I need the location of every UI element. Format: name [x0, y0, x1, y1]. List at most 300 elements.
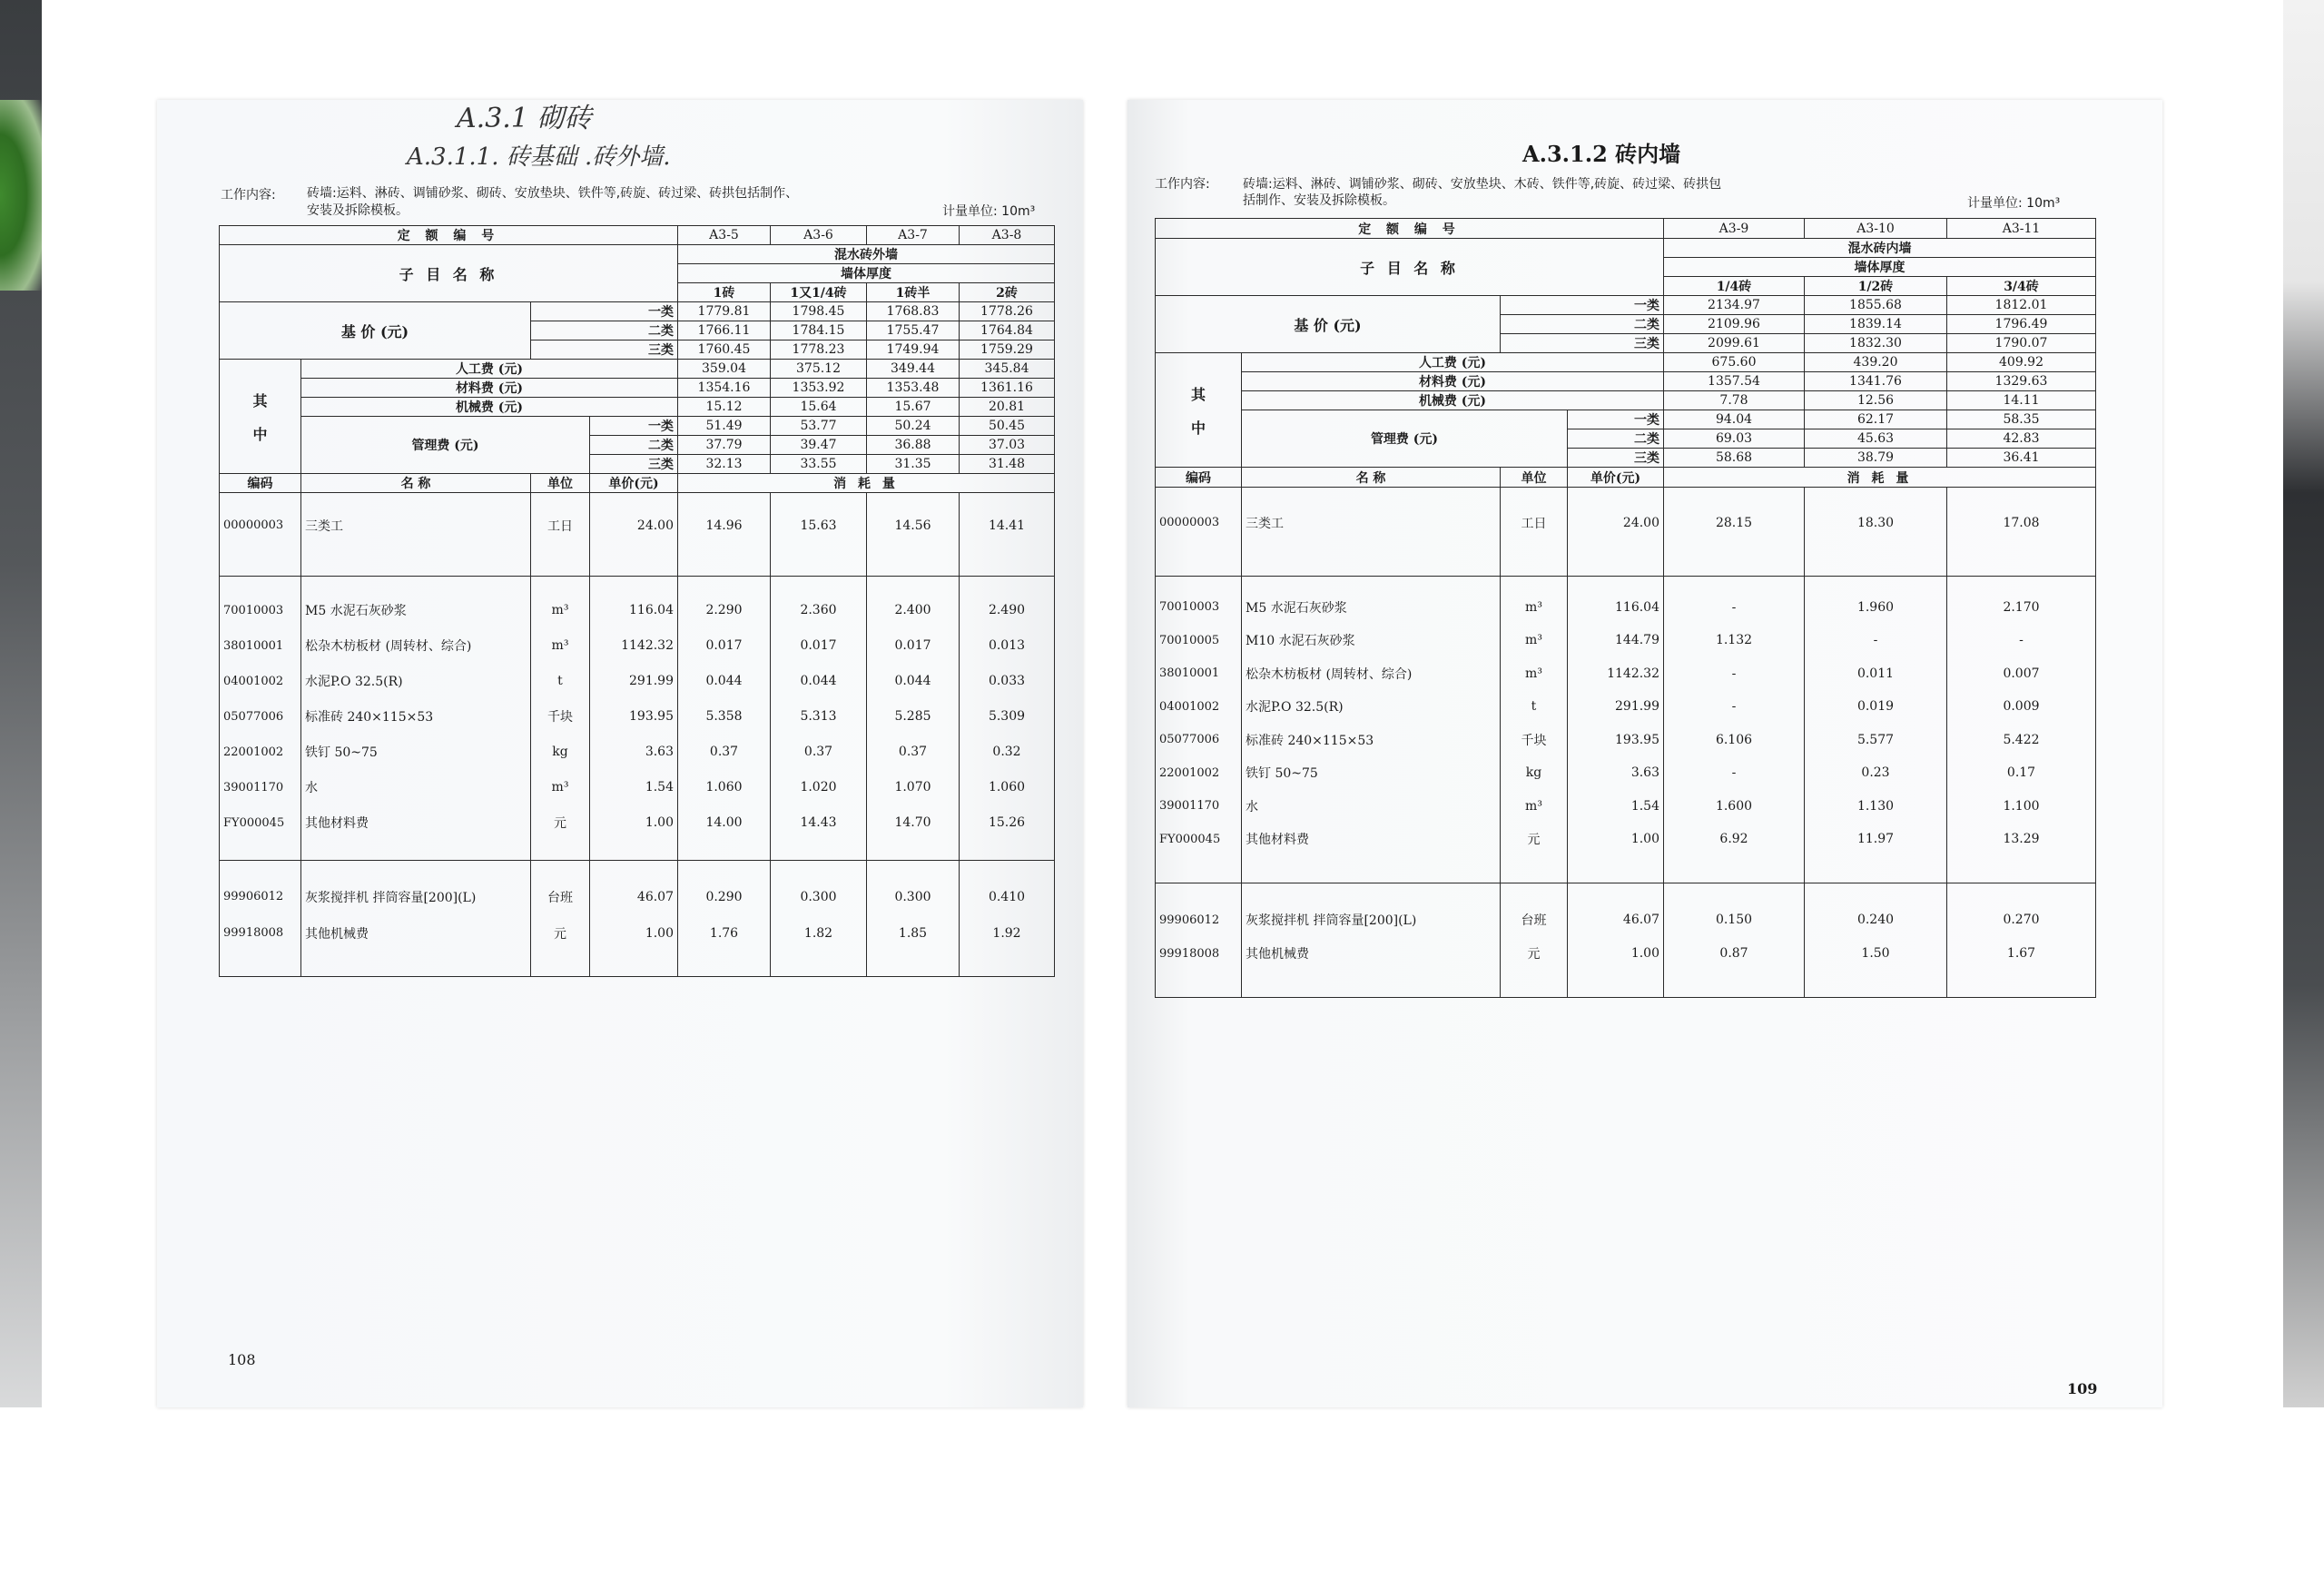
spacer-cell: [1242, 538, 1501, 577]
item-name: 松杂木枋板材 (周转材、综合): [1242, 657, 1501, 691]
management-fee-value: 50.45: [960, 417, 1055, 436]
table-row: [220, 398, 1055, 417]
material-fee-value: 1357.54: [1664, 372, 1805, 391]
spacer-cell: [1947, 856, 2096, 883]
item-unit: t: [531, 664, 590, 699]
consumption-value: 14.41: [960, 511, 1055, 540]
machine-fee-value: 7.78: [1664, 391, 1805, 410]
item-unit: 千块: [531, 699, 590, 735]
spacer-cell: [590, 577, 678, 593]
item-unit: 工日: [531, 511, 590, 540]
spacer-cell: [1664, 971, 1805, 998]
unit-header: 单位: [1501, 468, 1568, 488]
item-code: 05077006: [1156, 724, 1242, 757]
item-code: 04001002: [220, 664, 301, 699]
item-code: FY000045: [220, 805, 301, 841]
work-content-line-1: 砖墙:运料、淋砖、调铺砂浆、砌砖、安放垫块、铁件等,砖旋、砖过梁、砖拱包括制作、: [307, 186, 799, 201]
consumption-value: 18.30: [1805, 508, 1947, 538]
item-code: 05077006: [220, 699, 301, 735]
consumption-value: 5.313: [771, 699, 867, 735]
item-name: 水泥P.O 32.5(R): [301, 664, 531, 699]
spacer-cell: [960, 540, 1055, 577]
table-row: [1156, 538, 2096, 577]
table-row: [220, 664, 1055, 699]
item-unit-price: 1142.32: [590, 628, 678, 664]
spacer-cell: [301, 577, 531, 593]
consumption-value: 2.400: [867, 593, 960, 628]
item-unit-price: 3.63: [590, 735, 678, 770]
consumption-value: 0.17: [1947, 756, 2096, 790]
plant-leaf: [0, 100, 42, 291]
spacer-cell: [1156, 971, 1242, 998]
class-label: 一类: [1501, 296, 1664, 315]
table-row: [1156, 219, 2096, 239]
table-row: [220, 474, 1055, 493]
consumption-value: -: [1664, 591, 1805, 625]
machine-fee-value: 15.67: [867, 398, 960, 417]
quota-number-header: 定 额 编 号: [220, 226, 678, 245]
base-price-value: 1749.94: [867, 340, 960, 360]
spacer-cell: [220, 861, 301, 879]
name-header: 名 称: [1242, 468, 1501, 488]
class-label: 三类: [1568, 449, 1664, 468]
consumption-value: 0.017: [867, 628, 960, 664]
management-fee-value: 42.83: [1947, 429, 2096, 449]
consumption-value: 0.23: [1805, 756, 1947, 790]
code-header: 编码: [220, 474, 301, 493]
spacer-cell: [1947, 883, 2096, 903]
consumption-value: 0.017: [771, 628, 867, 664]
measure-unit: 计量单位: 10m³: [942, 204, 1036, 219]
base-price-value: 1778.23: [771, 340, 867, 360]
spacer-cell: [1242, 971, 1501, 998]
base-price-value: 1798.45: [771, 302, 867, 321]
spacer-cell: [1156, 538, 1242, 577]
consumption-value: 6.106: [1664, 724, 1805, 757]
consumption-header: 消 耗 量: [678, 474, 1055, 493]
table-row: [220, 493, 1055, 511]
work-content-line-1: 砖墙:运料、淋砖、调铺砂浆、砌砖、安放垫块、木砖、铁件等,砖旋、砖过梁、砖拱包: [1243, 177, 1722, 192]
consumption-value: 0.017: [678, 628, 771, 664]
material-fee-value: 1353.92: [771, 379, 867, 398]
wall-group-header: 混水砖内墙: [1664, 239, 2096, 258]
class-label: 二类: [531, 321, 678, 340]
spacer-cell: [1805, 488, 1947, 508]
material-fee-label: 材料费 (元): [1242, 372, 1664, 391]
management-fee-value: 36.88: [867, 436, 960, 455]
management-fee-value: 31.35: [867, 455, 960, 474]
management-fee-value: 58.35: [1947, 410, 2096, 429]
table-row: [1156, 756, 2096, 790]
item-unit: 元: [531, 805, 590, 841]
item-code: 70010003: [220, 593, 301, 628]
consumption-value: 13.29: [1947, 823, 2096, 856]
class-label: 一类: [590, 417, 678, 436]
item-name: 三类工: [1242, 508, 1501, 538]
spacer-cell: [1501, 883, 1568, 903]
item-name: 三类工: [301, 511, 531, 540]
consumption-value: 11.97: [1805, 823, 1947, 856]
table-row: [220, 360, 1055, 379]
class-label: 三类: [1501, 334, 1664, 353]
item-name: 水: [301, 770, 531, 805]
class-label: 二类: [1568, 429, 1664, 449]
spacer-cell: [867, 952, 960, 977]
consumption-value: 0.300: [771, 879, 867, 915]
spacer-cell: [1568, 577, 1664, 591]
machine-fee-value: 20.81: [960, 398, 1055, 417]
base-price-label: 基 价 (元): [1156, 296, 1501, 353]
spacer-cell: [1568, 488, 1664, 508]
item-unit: 千块: [1501, 724, 1568, 757]
code-header: 编码: [1156, 468, 1242, 488]
consumption-value: 2.360: [771, 593, 867, 628]
spacer-cell: [1501, 488, 1568, 508]
table-row: [220, 841, 1055, 861]
spacer-cell: [867, 577, 960, 593]
consumption-value: 1.020: [771, 770, 867, 805]
table-row: [220, 511, 1055, 540]
spacer-cell: [1947, 971, 2096, 998]
item-name-header: 子 目 名 称: [1156, 239, 1664, 296]
consumption-value: 1.060: [678, 770, 771, 805]
quota-code: A3-8: [960, 226, 1055, 245]
spacer-cell: [960, 952, 1055, 977]
class-label: 三类: [590, 455, 678, 474]
measure-unit: 计量单位: 10m³: [1967, 196, 2061, 211]
consumption-value: 0.011: [1805, 657, 1947, 691]
item-code: 22001002: [220, 735, 301, 770]
spacer-cell: [960, 493, 1055, 511]
thickness-label: 3/4砖: [1947, 277, 2096, 296]
item-code: 22001002: [1156, 756, 1242, 790]
base-price-value: 1832.30: [1805, 334, 1947, 353]
table-row: [1156, 823, 2096, 856]
spacer-cell: [531, 841, 590, 861]
spacer-cell: [1947, 538, 2096, 577]
base-price-value: 1768.83: [867, 302, 960, 321]
item-name: 铁钉 50~75: [1242, 756, 1501, 790]
item-unit: kg: [531, 735, 590, 770]
quota-number-header: 定 额 编 号: [1156, 219, 1664, 239]
spacer-cell: [1664, 856, 1805, 883]
base-price-value: 1778.26: [960, 302, 1055, 321]
desk-background-right: [2283, 0, 2324, 1407]
spacer-cell: [771, 952, 867, 977]
item-unit-price: 24.00: [590, 511, 678, 540]
item-unit-price: 1.00: [590, 805, 678, 841]
of-which-label: [220, 360, 301, 474]
item-name: 其他机械费: [1242, 937, 1501, 971]
item-name: M5 水泥石灰砂浆: [301, 593, 531, 628]
item-unit: 台班: [531, 879, 590, 915]
spacer-cell: [1805, 577, 1947, 591]
table-row: [1156, 624, 2096, 657]
item-name: M5 水泥石灰砂浆: [1242, 591, 1501, 625]
item-unit: m³: [1501, 657, 1568, 691]
item-unit: 台班: [1501, 903, 1568, 937]
table-row: [1156, 488, 2096, 508]
table-row: [1156, 883, 2096, 903]
item-code: 99918008: [1156, 937, 1242, 971]
consumption-value: 0.240: [1805, 903, 1947, 937]
spacer-cell: [1947, 488, 2096, 508]
spacer-cell: [1947, 577, 2096, 591]
management-fee-value: 58.68: [1664, 449, 1805, 468]
management-fee-value: 50.24: [867, 417, 960, 436]
quota-code: A3-7: [867, 226, 960, 245]
labor-fee-value: 675.60: [1664, 353, 1805, 372]
item-unit: m³: [1501, 624, 1568, 657]
spacer-cell: [1664, 538, 1805, 577]
spacer-cell: [301, 841, 531, 861]
spacer-cell: [678, 540, 771, 577]
base-price-value: 1790.07: [1947, 334, 2096, 353]
machine-fee-value: 14.11: [1947, 391, 2096, 410]
consumption-value: 2.290: [678, 593, 771, 628]
item-unit: m³: [531, 770, 590, 805]
labor-fee-value: 375.12: [771, 360, 867, 379]
item-code: 00000003: [220, 511, 301, 540]
item-unit: 元: [1501, 823, 1568, 856]
table-row: [1156, 690, 2096, 724]
item-code: 99918008: [220, 915, 301, 952]
consumption-value: 14.96: [678, 511, 771, 540]
spacer-cell: [590, 952, 678, 977]
consumption-value: 0.013: [960, 628, 1055, 664]
machine-fee-value: 15.12: [678, 398, 771, 417]
spacer-cell: [678, 861, 771, 879]
management-fee-value: 94.04: [1664, 410, 1805, 429]
table-row: [1156, 724, 2096, 757]
consumption-value: -: [1664, 756, 1805, 790]
management-fee-value: 31.48: [960, 455, 1055, 474]
of-which-char-2: 中: [1190, 419, 1206, 437]
consumption-value: -: [1664, 690, 1805, 724]
consumption-value: 0.37: [771, 735, 867, 770]
spacer-cell: [301, 540, 531, 577]
spacer-cell: [1501, 856, 1568, 883]
spacer-cell: [960, 841, 1055, 861]
spacer-cell: [960, 577, 1055, 593]
item-unit: kg: [1501, 756, 1568, 790]
item-code: 70010003: [1156, 591, 1242, 625]
machine-fee-label: 机械费 (元): [301, 398, 678, 417]
machine-fee-value: 12.56: [1805, 391, 1947, 410]
labor-fee-label: 人工费 (元): [301, 360, 678, 379]
unit-price-header: 单价(元): [590, 474, 678, 493]
table-row: [220, 593, 1055, 628]
management-fee-label: 管理费 (元): [301, 417, 590, 474]
spacer-cell: [531, 952, 590, 977]
spacer-cell: [1568, 883, 1664, 903]
consumption-value: 1.50: [1805, 937, 1947, 971]
spacer-cell: [771, 861, 867, 879]
table-row: [220, 805, 1055, 841]
labor-fee-value: 409.92: [1947, 353, 2096, 372]
item-code: 04001002: [1156, 690, 1242, 724]
table-row: [220, 226, 1055, 245]
labor-fee-value: 439.20: [1805, 353, 1947, 372]
consumption-value: 0.150: [1664, 903, 1805, 937]
spacer-cell: [678, 493, 771, 511]
page-number: 109: [2067, 1380, 2098, 1397]
labor-fee-label: 人工费 (元): [1242, 353, 1664, 372]
consumption-value: 0.32: [960, 735, 1055, 770]
item-name: 标准砖 240×115×53: [1242, 724, 1501, 757]
thickness-label: 1又1/4砖: [771, 283, 867, 302]
consumption-value: 0.270: [1947, 903, 2096, 937]
spacer-cell: [960, 861, 1055, 879]
quota-table: [1155, 218, 2096, 998]
thickness-label: 1/2砖: [1805, 277, 1947, 296]
wall-group-header: 混水砖外墙: [678, 245, 1055, 264]
table-row: [1156, 971, 2096, 998]
quota-table: [219, 225, 1055, 977]
labor-fee-value: 349.44: [867, 360, 960, 379]
item-name: 灰浆搅拌机 拌筒容量[200](L): [1242, 903, 1501, 937]
material-fee-label: 材料费 (元): [301, 379, 678, 398]
table-row: [220, 417, 1055, 436]
work-content-line-2: 括制作、安装及拆除模板。: [1243, 193, 1395, 208]
consumption-value: 0.37: [867, 735, 960, 770]
table-row: [1156, 790, 2096, 824]
consumption-value: 0.007: [1947, 657, 2096, 691]
spacer-cell: [1664, 577, 1805, 591]
management-fee-value: 69.03: [1664, 429, 1805, 449]
item-name-header: 子 目 名 称: [220, 245, 678, 302]
spacer-cell: [301, 952, 531, 977]
base-price-value: 1766.11: [678, 321, 771, 340]
item-code: 00000003: [1156, 508, 1242, 538]
consumption-value: 1.600: [1664, 790, 1805, 824]
spacer-cell: [590, 841, 678, 861]
table-row: [1156, 353, 2096, 372]
item-name: 灰浆搅拌机 拌筒容量[200](L): [301, 879, 531, 915]
table-row: [1156, 372, 2096, 391]
base-price-value: 2099.61: [1664, 334, 1805, 353]
table-row: [1156, 577, 2096, 591]
consumption-value: 5.358: [678, 699, 771, 735]
consumption-value: 5.577: [1805, 724, 1947, 757]
table-row: [220, 245, 1055, 264]
table-row: [220, 879, 1055, 915]
of-which-char-2: 中: [252, 425, 268, 443]
consumption-value: 0.290: [678, 879, 771, 915]
item-name: M10 水泥石灰砂浆: [1242, 624, 1501, 657]
item-unit-price: 1.00: [590, 915, 678, 952]
consumption-value: 2.170: [1947, 591, 2096, 625]
work-content-label: 工作内容:: [1155, 177, 1210, 192]
consumption-value: 0.300: [867, 879, 960, 915]
thickness-label: 1砖半: [867, 283, 960, 302]
table-row: [220, 540, 1055, 577]
item-unit-price: 1.54: [1568, 790, 1664, 824]
consumption-value: 14.70: [867, 805, 960, 841]
consumption-value: 1.82: [771, 915, 867, 952]
spacer-cell: [301, 861, 531, 879]
of-which-label: [1156, 353, 1242, 468]
base-price-value: 1839.14: [1805, 315, 1947, 334]
page-number: 108: [228, 1351, 256, 1368]
class-label: 三类: [531, 340, 678, 360]
table-row: [220, 577, 1055, 593]
item-unit-price: 1.00: [1568, 823, 1664, 856]
management-fee-value: 62.17: [1805, 410, 1947, 429]
table-row: [1156, 410, 2096, 429]
work-content-label: 工作内容:: [221, 188, 276, 202]
management-fee-value: 37.79: [678, 436, 771, 455]
thickness-label: 1砖: [678, 283, 771, 302]
consumption-value: 15.63: [771, 511, 867, 540]
labor-fee-value: 345.84: [960, 360, 1055, 379]
consumption-value: 0.019: [1805, 690, 1947, 724]
consumption-value: 5.422: [1947, 724, 2096, 757]
table-row: [220, 915, 1055, 952]
base-price-value: 1759.29: [960, 340, 1055, 360]
consumption-value: 1.92: [960, 915, 1055, 952]
item-name: 标准砖 240×115×53: [301, 699, 531, 735]
base-price-value: 1812.01: [1947, 296, 2096, 315]
item-code: 99906012: [1156, 903, 1242, 937]
material-fee-value: 1341.76: [1805, 372, 1947, 391]
consumption-value: 1.130: [1805, 790, 1947, 824]
item-unit-price: 1.54: [590, 770, 678, 805]
item-unit-price: 46.07: [590, 879, 678, 915]
consumption-value: 0.009: [1947, 690, 2096, 724]
management-fee-label: 管理费 (元): [1242, 410, 1568, 468]
consumption-value: 1.060: [960, 770, 1055, 805]
consumption-value: 15.26: [960, 805, 1055, 841]
consumption-value: -: [1664, 657, 1805, 691]
spacer-cell: [1805, 883, 1947, 903]
table-row: [220, 770, 1055, 805]
base-price-value: 1779.81: [678, 302, 771, 321]
spacer-cell: [678, 841, 771, 861]
consumption-value: 14.43: [771, 805, 867, 841]
item-name: 水: [1242, 790, 1501, 824]
consumption-value: 0.410: [960, 879, 1055, 915]
material-fee-value: 1361.16: [960, 379, 1055, 398]
management-fee-value: 33.55: [771, 455, 867, 474]
table-row: [1156, 591, 2096, 625]
table-row: [1156, 296, 2096, 315]
spacer-cell: [1568, 971, 1664, 998]
spacer-cell: [531, 861, 590, 879]
thickness-label: 2砖: [960, 283, 1055, 302]
consumption-value: 14.00: [678, 805, 771, 841]
management-fee-value: 53.77: [771, 417, 867, 436]
item-unit-price: 193.95: [590, 699, 678, 735]
item-name: 水泥P.O 32.5(R): [1242, 690, 1501, 724]
consumption-value: 1.85: [867, 915, 960, 952]
base-price-value: 1755.47: [867, 321, 960, 340]
name-header: 名 称: [301, 474, 531, 493]
class-label: 一类: [531, 302, 678, 321]
spacer-cell: [771, 841, 867, 861]
consumption-value: 0.044: [678, 664, 771, 699]
machine-fee-value: 15.64: [771, 398, 867, 417]
material-fee-value: 1354.16: [678, 379, 771, 398]
table-row: [220, 952, 1055, 977]
table-row: [1156, 937, 2096, 971]
spacer-cell: [867, 861, 960, 879]
consumption-value: 2.490: [960, 593, 1055, 628]
material-fee-value: 1353.48: [867, 379, 960, 398]
consumption-value: 17.08: [1947, 508, 2096, 538]
spacer-cell: [1242, 883, 1501, 903]
table-row: [1156, 508, 2096, 538]
